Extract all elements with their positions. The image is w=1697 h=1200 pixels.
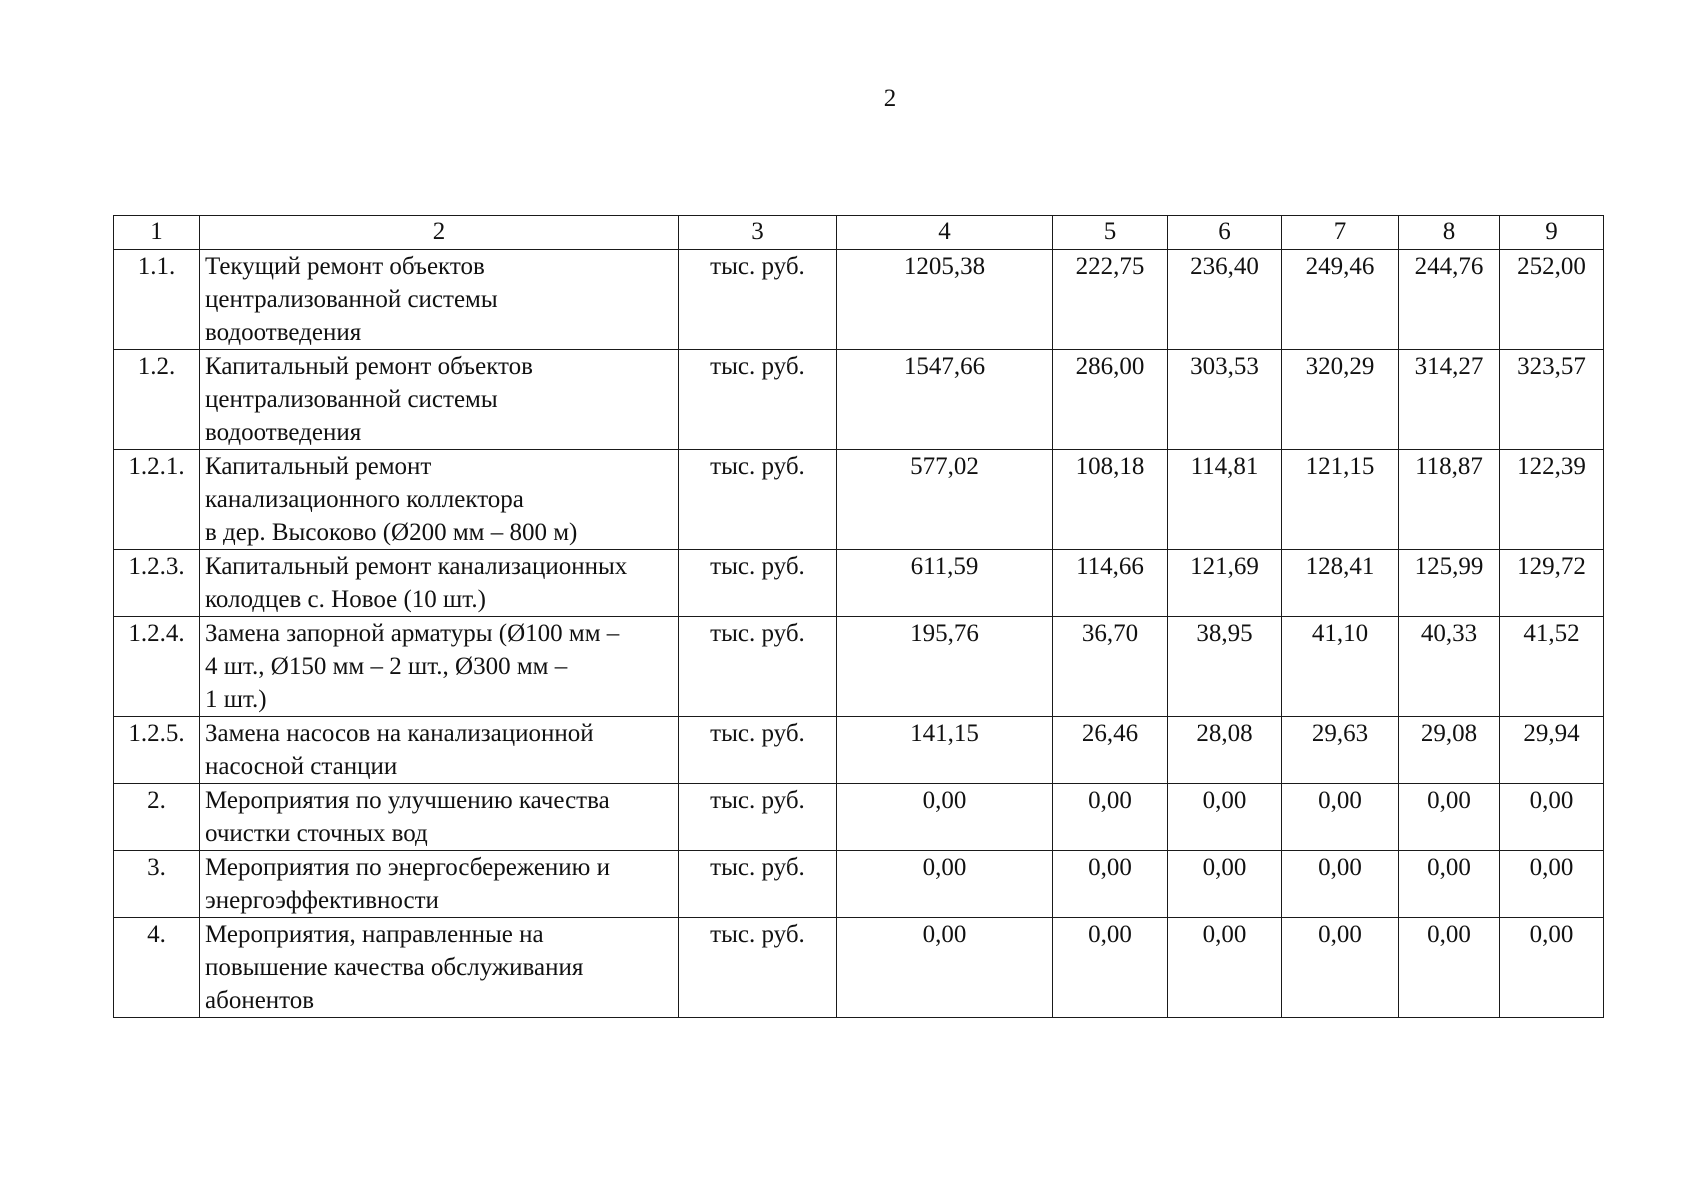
measure-name-line: 4 шт., Ø150 мм – 2 шт., Ø300 мм – (205, 653, 568, 680)
header-cell: 9 (1500, 216, 1604, 250)
value-cell: 121,15 (1282, 450, 1399, 550)
measure-name (200, 851, 679, 918)
row-number: 4. (114, 918, 200, 1018)
value-cell: 121,69 (1168, 550, 1282, 617)
measure-name-line: канализационного коллектора (205, 486, 524, 513)
measure-name-line: насосной станции (205, 753, 398, 780)
value-cell: 323,57 (1500, 350, 1604, 450)
table-row (114, 918, 1604, 1018)
value-cell: 114,66 (1053, 550, 1168, 617)
value-cell: 29,63 (1282, 717, 1399, 784)
measure-name-line: Мероприятия по улучшению качества (205, 787, 610, 814)
header-cell: 2 (200, 216, 679, 250)
value-cell: 0,00 (1168, 851, 1282, 918)
unit-cell: тыс. руб. (679, 717, 837, 784)
value-cell: 0,00 (1282, 918, 1399, 1018)
value-cell: 0,00 (1168, 918, 1282, 1018)
header-cell: 4 (837, 216, 1053, 250)
value-cell: 0,00 (837, 918, 1053, 1018)
value-cell: 118,87 (1399, 450, 1500, 550)
measure-name (200, 350, 679, 450)
measure-name-line: Капитальный ремонт канализационных (205, 553, 628, 580)
header-cell: 1 (114, 216, 200, 250)
table-row (114, 550, 1604, 617)
value-cell: 26,46 (1053, 717, 1168, 784)
row-number: 1.1. (114, 250, 200, 350)
unit-cell: тыс. руб. (679, 350, 837, 450)
header-cell: 8 (1399, 216, 1500, 250)
value-cell: 0,00 (1053, 784, 1168, 851)
value-cell: 249,46 (1282, 250, 1399, 350)
table-row (114, 450, 1604, 550)
value-cell: 0,00 (1500, 851, 1604, 918)
table-row (114, 784, 1604, 851)
unit-cell: тыс. руб. (679, 450, 837, 550)
value-cell: 0,00 (1282, 784, 1399, 851)
page-number: 2 (883, 85, 897, 112)
table-row (114, 617, 1604, 717)
row-number: 1.2. (114, 350, 200, 450)
measure-name-line: в дер. Высоково (Ø200 мм – 800 м) (205, 519, 578, 546)
measure-name-line: централизованной системы (205, 386, 498, 413)
value-cell: 0,00 (1500, 784, 1604, 851)
measure-name-line: очистки сточных вод (205, 820, 428, 847)
value-cell: 1205,38 (837, 250, 1053, 350)
value-cell: 36,70 (1053, 617, 1168, 717)
row-number: 1.2.3. (114, 550, 200, 617)
value-cell: 29,08 (1399, 717, 1500, 784)
value-cell: 0,00 (1282, 851, 1399, 918)
value-cell: 1547,66 (837, 350, 1053, 450)
value-cell: 236,40 (1168, 250, 1282, 350)
measure-name-line: Текущий ремонт объектов (205, 253, 485, 280)
measure-name-line: повышение качества обслуживания (205, 954, 584, 981)
measure-name-line: централизованной системы (205, 286, 498, 313)
value-cell: 286,00 (1053, 350, 1168, 450)
value-cell: 611,59 (837, 550, 1053, 617)
value-cell: 0,00 (1399, 784, 1500, 851)
row-number: 3. (114, 851, 200, 918)
row-number: 1.2.5. (114, 717, 200, 784)
header-cell: 3 (679, 216, 837, 250)
measure-name (200, 784, 679, 851)
value-cell: 244,76 (1399, 250, 1500, 350)
row-number: 1.2.4. (114, 617, 200, 717)
row-number: 1.2.1. (114, 450, 200, 550)
value-cell: 0,00 (1500, 918, 1604, 1018)
value-cell: 195,76 (837, 617, 1053, 717)
measure-name-line: энергоэффективности (205, 887, 439, 914)
value-cell: 40,33 (1399, 617, 1500, 717)
value-cell: 0,00 (1053, 851, 1168, 918)
measures-table (113, 215, 1604, 1018)
value-cell: 108,18 (1053, 450, 1168, 550)
value-cell: 0,00 (1053, 918, 1168, 1018)
unit-cell: тыс. руб. (679, 250, 837, 350)
row-number: 2. (114, 784, 200, 851)
value-cell: 41,10 (1282, 617, 1399, 717)
header-row (114, 216, 1604, 250)
measure-name (200, 918, 679, 1018)
table-row (114, 717, 1604, 784)
header-cell: 7 (1282, 216, 1399, 250)
measure-name-line: водоотведения (205, 419, 362, 446)
measure-name-line: Мероприятия, направленные на (205, 921, 544, 948)
measure-name-line: Мероприятия по энергосбережению и (205, 854, 610, 881)
measure-name-line: Капитальный ремонт объектов (205, 353, 533, 380)
measure-name (200, 450, 679, 550)
value-cell: 252,00 (1500, 250, 1604, 350)
value-cell: 577,02 (837, 450, 1053, 550)
value-cell: 320,29 (1282, 350, 1399, 450)
measure-name (200, 250, 679, 350)
value-cell: 28,08 (1168, 717, 1282, 784)
table-row (114, 250, 1604, 350)
measure-name-line: Замена насосов на канализационной (205, 720, 594, 747)
unit-cell: тыс. руб. (679, 851, 837, 918)
measure-name-line: абонентов (205, 987, 315, 1014)
value-cell: 0,00 (1399, 918, 1500, 1018)
unit-cell: тыс. руб. (679, 617, 837, 717)
value-cell: 141,15 (837, 717, 1053, 784)
header-cell: 6 (1168, 216, 1282, 250)
value-cell: 29,94 (1500, 717, 1604, 784)
value-cell: 0,00 (1168, 784, 1282, 851)
measure-name-line: колодцев с. Новое (10 шт.) (205, 586, 486, 613)
unit-cell: тыс. руб. (679, 550, 837, 617)
measure-name (200, 717, 679, 784)
measure-name (200, 617, 679, 717)
value-cell: 0,00 (837, 851, 1053, 918)
value-cell: 128,41 (1282, 550, 1399, 617)
value-cell: 129,72 (1500, 550, 1604, 617)
table-row (114, 851, 1604, 918)
value-cell: 122,39 (1500, 450, 1604, 550)
measure-name-line: водоотведения (205, 319, 362, 346)
value-cell: 38,95 (1168, 617, 1282, 717)
measure-name-line: Капитальный ремонт (205, 453, 432, 480)
value-cell: 303,53 (1168, 350, 1282, 450)
measure-name-line: Замена запорной арматуры (Ø100 мм – (205, 620, 620, 647)
value-cell: 0,00 (837, 784, 1053, 851)
value-cell: 114,81 (1168, 450, 1282, 550)
measure-name-line: 1 шт.) (205, 686, 267, 713)
unit-cell: тыс. руб. (679, 918, 837, 1018)
table-row (114, 350, 1604, 450)
unit-cell: тыс. руб. (679, 784, 837, 851)
value-cell: 0,00 (1399, 851, 1500, 918)
value-cell: 41,52 (1500, 617, 1604, 717)
value-cell: 125,99 (1399, 550, 1500, 617)
value-cell: 222,75 (1053, 250, 1168, 350)
measure-name (200, 550, 679, 617)
value-cell: 314,27 (1399, 350, 1500, 450)
header-cell: 5 (1053, 216, 1168, 250)
